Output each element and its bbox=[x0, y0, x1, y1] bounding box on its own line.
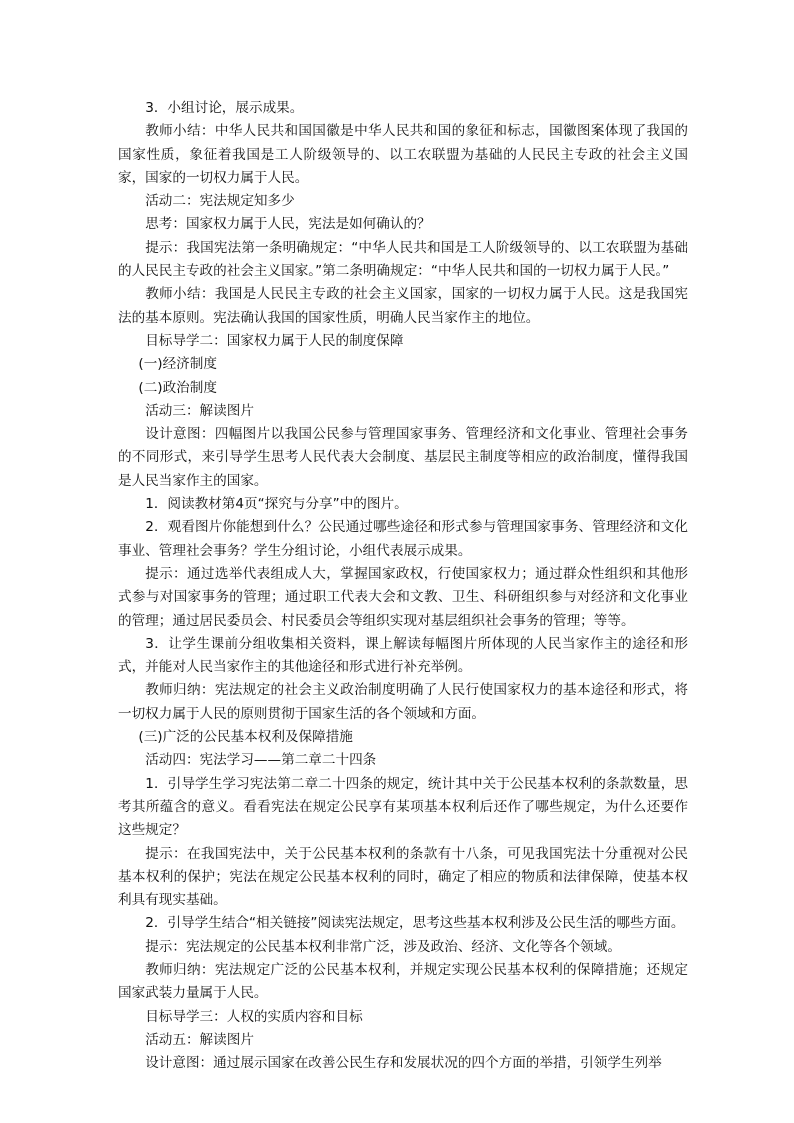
paragraph: 3．小组讨论，展示成果。 bbox=[145, 100, 304, 116]
paragraph: 教师小结：我国是人民民主专政的社会主义国家，国家的一切权力属于人民。这是我国宪法的基本原则。宪法确认我国的国家性质，明确人民当家作主的地位。 bbox=[118, 286, 688, 326]
document-body bbox=[118, 97, 688, 1075]
paragraph: 2．观看图片你能想到什么？公民通过哪些途径和形式参与管理国家事务、管理经济和文化事业、管理社会事务？学生分组讨论，小组代表展示成果。 bbox=[118, 519, 688, 559]
paragraph: (一)经济制度 bbox=[138, 356, 217, 373]
paragraph: 教师小结：中华人民共和国国徽是中华人民共和国的象征和标志，国徽图案体现了我国的国家性质，象征着我国是工人阶级领导的、以工农联盟为基础的人民民主专政的社会主义国家，国家的一切权力属于人民。 bbox=[118, 123, 688, 186]
paragraph: 3．让学生课前分组收集相关资料，课上解读每幅图片所体现的人民当家作主的途径和形式，并能对人民当家作主的其他途径和形式进行补充举例。 bbox=[118, 635, 688, 676]
paragraph: 2．引导学生结合“相关链接”阅读宪法规定，思考这些基本权利涉及公民生活的哪些方面。 bbox=[145, 915, 685, 932]
paragraph: 教师归纳：宪法规定广泛的公民基本权利，并规定实现公民基本权利的保障措施；还规定国家武装力量属于人民。 bbox=[118, 961, 688, 1002]
paragraph: 提示：我国宪法第一条明确规定：“中华人民共和国是工人阶级领导的、以工农联盟为基础的人民民主专政的社会主义国家。”第二条明确规定：“中华人民共和国的一切权力属于人民。” bbox=[118, 239, 688, 280]
paragraph: (三)广泛的公民基本权利及保障措施 bbox=[138, 729, 353, 746]
paragraph: 活动五：解读图片 bbox=[145, 1031, 254, 1048]
paragraph: 提示：宪法规定的公民基本权利非常广泛，涉及政治、经济、文化等各个领域。 bbox=[145, 938, 621, 955]
paragraph: 活动四：宪法学习——第二章二十四条 bbox=[145, 752, 377, 769]
paragraph: 思考：国家权力属于人民，宪法是如何确认的？ bbox=[145, 216, 431, 233]
paragraph: 教师归纳：宪法规定的社会主义政治制度明确了人民行使国家权力的基本途径和形式，将一切权力属于人民的原则贯彻于国家生活的各个领域和方面。 bbox=[118, 682, 688, 722]
paragraph: 设计意图：通过展示国家在改善公民生存和发展状况的四个方面的举措，引领学生列举 bbox=[145, 1055, 662, 1072]
paragraph: 提示：通过选举代表组成人大，掌握国家政权，行使国家权力；通过群众性组织和其他形式参与对国家事务的管理；通过职工代表大会和文教、卫生、科研组织参与对经济和文化事业的管理；通过居民委员会、村民委员会等组织实现对基层组织社会事务的管理；等等。 bbox=[118, 565, 688, 629]
paragraph: 提示：在我国宪法中，关于公民基本权利的条款有十八条，可见我国宪法十分重视对公民基本权利的保护；宪法在规定公民基本权利的同时，确定了相应的物质和法律保障，使基本权利具有现实基础。 bbox=[118, 845, 688, 909]
paragraph: 目标导学二：国家权力属于人民的制度保障 bbox=[145, 332, 404, 349]
paragraph: 活动三：解读图片 bbox=[145, 402, 254, 419]
paragraph: 活动二：宪法规定知多少 bbox=[145, 193, 295, 210]
paragraph: 目标导学三：人权的实质内容和目标 bbox=[145, 1008, 363, 1025]
paragraph: 1．引导学生学习宪法第二章二十四条的规定，统计其中关于公民基本权利的条款数量，思考其所蕴含的意义。看看宪法在规定公民享有某项基本权利后还作了哪些规定，为什么还要作这些规定？ bbox=[118, 775, 688, 839]
paragraph: 设计意图：四幅图片以我国公民参与管理国家事务、管理经济和文化事业、管理社会事务的不同形式，来引导学生思考人民代表大会制度、基层民主制度等相应的政治制度，懂得我国是人民当家作主的国家。 bbox=[118, 426, 688, 489]
paragraph: 1．阅读教材第4页“探究与分享”中的图片。 bbox=[145, 496, 408, 513]
paragraph: (二)政治制度 bbox=[138, 379, 217, 396]
